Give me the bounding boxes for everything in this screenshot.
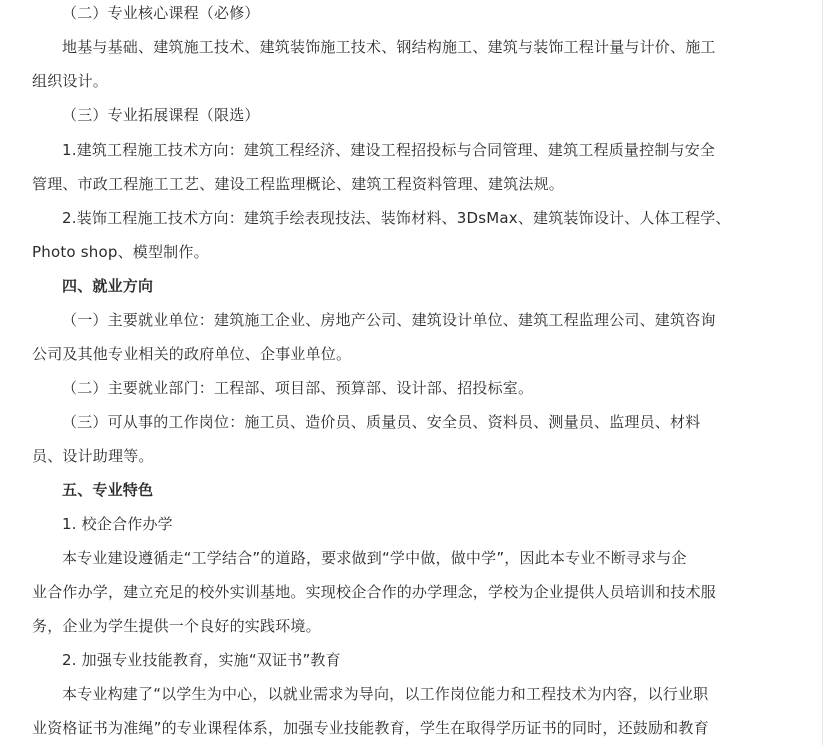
feature-2-title: 2. 加强专业技能教育，实施“双证书”教育	[62, 651, 341, 669]
feature-1-line-3: 务，企业为学生提供一个良好的实践环境。	[32, 617, 321, 635]
construction-direction-line-1: 1.建筑工程施工技术方向：建筑工程经济、建设工程招投标与合同管理、建筑工程质量控制与安全	[62, 141, 716, 159]
feature-1-title: 1. 校企合作办学	[62, 515, 173, 533]
job-positions-line-1: （三）可从事的工作岗位：施工员、造价员、质量员、安全员、资料员、测量员、监理员、材料	[62, 413, 701, 431]
employment-units-line-2: 公司及其他专业相关的政府单位、企事业单位。	[32, 345, 352, 363]
feature-2-line-1: 本专业构建了“以学生为中心，以就业需求为导向，以工作岗位能力和工程技术为内容，以行业职	[62, 685, 709, 703]
feature-1-line-1: 本专业建设遵循走“工学结合”的道路，要求做到“学中做，做中学”，因此本专业不断寻求与企	[62, 549, 687, 567]
subheading-core-courses: （二）专业核心课程（必修）	[62, 4, 260, 22]
job-positions-line-2: 员、设计助理等。	[32, 447, 154, 465]
employment-units-line-1: （一）主要就业单位：建筑施工企业、房地产公司、建筑设计单位、建筑工程监理公司、建筑咨询	[62, 311, 716, 329]
construction-direction-line-2: 管理、市政工程施工工艺、建设工程监理概论、建筑工程资料管理、建筑法规。	[32, 175, 565, 193]
employment-departments: （二）主要就业部门：工程部、项目部、预算部、设计部、招投标室。	[62, 379, 534, 397]
subheading-extension-courses: （三）专业拓展课程（限选）	[62, 106, 260, 124]
heading-employment: 四、就业方向	[62, 277, 154, 295]
decoration-direction-line-2: Photo shop、模型制作。	[32, 243, 209, 261]
heading-features: 五、专业特色	[62, 481, 154, 499]
decoration-direction-line-1: 2.装饰工程施工技术方向：建筑手绘表现技法、装饰材料、3DsMax、建筑装饰设计、人体工程学、	[62, 209, 731, 227]
feature-2-line-2: 业资格证书为准绳”的专业课程体系，加强专业技能教育，学生在取得学历证书的同时，还鼓励和教育	[32, 719, 709, 737]
core-courses-line-2: 组织设计。	[32, 72, 109, 90]
core-courses-line-1: 地基与基础、建筑施工技术、建筑装饰施工技术、钢结构施工、建筑与装饰工程计量与计价、施工	[62, 38, 716, 56]
feature-1-line-2: 业合作办学，建立充足的校外实训基地。实现校企合作的办学理念，学校为企业提供人员培训和技术服	[32, 583, 717, 601]
